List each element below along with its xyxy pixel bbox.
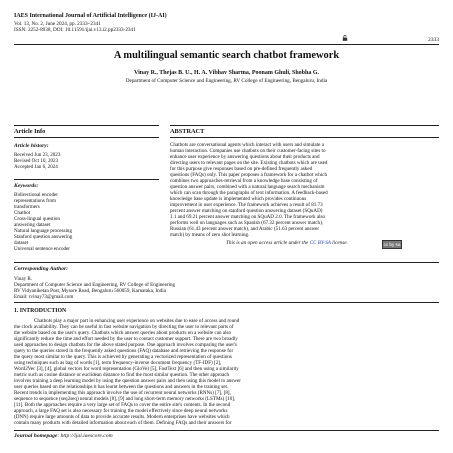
intro-line: using techniques such as bag of words [1], term frequency-inverse document frequency (TF-IDF) [2], [14, 360, 222, 366]
header-divider [14, 44, 439, 45]
introduction-heading: 1. INTRODUCTION [14, 308, 67, 314]
article-info-top-rule [14, 125, 159, 126]
abstract-line: match) by means of zero shot learning. [170, 232, 250, 238]
history-revised: Revised Oct 10, 2023 [14, 158, 59, 164]
keyword-item: Bidirectional encoder [14, 192, 58, 198]
corresponding-top-rule [14, 262, 439, 263]
keywords-list [14, 192, 72, 252]
author-address: RV Vidyaniketan Post, Mysore Road, Bengaluru 560059, Karnataka, India [14, 288, 166, 294]
journal-homepage-link[interactable]: : http://ijai.iaescore.com [57, 433, 113, 439]
footer-label: Journal homepage [14, 433, 58, 439]
license-suffix: license. [330, 240, 348, 246]
issn-doi[interactable]: ISSN: 2252-8938, DOI: 10.11591/ijai.v13.i2.pp2333-2341 [14, 27, 136, 33]
footer [14, 433, 113, 439]
intro-line: used approaches to design chatbots for the above stated purpose. One approach involves comparing the user's [14, 342, 237, 348]
keyword-item: Universal sentence encoder [14, 246, 71, 252]
author-department: Department of Computer Science and Engineering, RV College of Engineering [14, 282, 176, 288]
license-prefix: This is an open access article under the [226, 240, 310, 246]
history-accepted: Accepted Jan 6, 2024 [14, 164, 58, 170]
intro-line: the website based on the user's query. Chatbots which answer queries about products on a website can also [14, 330, 232, 336]
introduction-body [14, 318, 438, 426]
corresponding-details [14, 276, 175, 300]
license-link[interactable]: CC BY-SA [309, 240, 331, 246]
abstract-line: combines two approaches-retrieval from a knowledge base consisting of [170, 178, 318, 184]
abstract-heading: ABSTRACT [170, 128, 205, 135]
corresponding-bottom-rule [14, 302, 439, 303]
cc-by-sa-badge[interactable]: cc by sa [383, 242, 401, 247]
author-name: Vinay R. [14, 276, 33, 282]
volume-info: Vol. 13, No. 2, June 2024, pp. 2333~2341 [14, 21, 101, 27]
intro-line: [11]. Both the approaches require a very large set of FAQs to cover the entire site's contents. In the second [14, 402, 231, 408]
intro-line: involves training a deep learning model by using the question answer pairs and then using this model to answer [14, 378, 241, 384]
author-email[interactable]: Email: rvinay73@gmail.com [14, 294, 74, 300]
intro-line: the query most similar to the query. This is achieved by generating a vectorized representation of questions [14, 354, 232, 360]
paper-title: A multilingual semantic search chatbot framework [113, 50, 340, 61]
abstract-body [170, 142, 438, 238]
open-access-lock-icon [342, 35, 348, 41]
intro-line: significantly reduce the time and effort needed by the user to contact customer support. There are two broadly [14, 336, 238, 342]
affiliation: Department of Computer Science and Engineering, RV College of Engineering, Bengaluru, India [125, 78, 328, 84]
abstract-top-rule [170, 125, 439, 126]
keywords-heading: Keywords: [14, 183, 39, 189]
abstract-line: human interaction. Companies use chatbots on their customer-facing sites to [170, 148, 326, 154]
intro-line: Recent trends in implementing this approach involve the use of recurrent neural networks (RNNs) [7], [8], [14, 390, 231, 396]
abstract-line: percent answer matching on stanford question answering dataset (SQuAD) [170, 208, 323, 214]
intro-line: contain many products with detailed information about each of them. Defining FAQs and their answers for [14, 420, 232, 426]
abstract-line: directing users to relevant pages on the site. Existing chatbots which are used [170, 160, 328, 166]
license-statement [226, 240, 348, 246]
abstract-rule [170, 137, 439, 138]
keyword-item: Chatbot [14, 210, 31, 216]
history-list [14, 152, 60, 170]
intro-line: (DNN) require large amounts of data to provide accurate results. Modern enterprises have websites which [14, 414, 230, 420]
abstract-line: enhance user experience by answering questions about their products and [170, 154, 320, 160]
abstract-line: 1.1 and 69.21 percent answer matching on SQuAD 2.0. The framework also [170, 214, 326, 220]
abstract-line: knowledge base update is implemented which provides continuous [170, 196, 307, 202]
intro-line: metric such as cosine distance or euclidean distance to find the most similar question. The other approach [14, 372, 230, 378]
article-info-heading: Article Info [14, 128, 46, 135]
author-list: Vinay R., Thejas B. U., H. A. Vibhav Sharma, Poonam Ghuli, Shobha G. [133, 70, 320, 76]
footer-rule [14, 430, 439, 431]
history-heading: Article history: [14, 143, 49, 149]
abstract-line: question answer pairs, combined with a natural language search mechanism [170, 184, 325, 190]
intro-line: Word2Vec [3], [4], global vectors for word representation (GloVe) [5], FastText [6] and then using a similarity [14, 366, 239, 372]
corresponding-heading: Corresponding Author: [14, 266, 69, 272]
history-divider [14, 179, 159, 180]
abstract-line: improvement in user experience. The framework achieves a result of 81.73 [170, 202, 323, 208]
abstract-line: which can scan through the paragraphs of text information. A feedback-based [170, 190, 328, 196]
intro-line: Chatbots play a major part in enhancing user experience on websites due to ease of access and round [34, 318, 240, 324]
intro-line: user queries based on the relationships it has learnt between the questions and answers in the training set. [14, 384, 229, 390]
intro-line: approach, a large FAQ set is also necessary for training the model effectively since deep neural networks [14, 408, 228, 414]
keyword-item: transformers [14, 204, 40, 210]
page-number: 2333 [428, 37, 439, 43]
intro-line: sequence to sequence (seq2seq) neural models [8], [9] and long short-term memory networks (LSTMs) [10], [14, 396, 236, 402]
article-info-rule [14, 137, 159, 138]
history-received: Received Jun 23, 2023 [14, 152, 61, 158]
keyword-item: Stanford question answering [14, 234, 73, 240]
abstract-line: Russian (61.43 percent answer match), and Arabic (51.63 percent answer [170, 226, 320, 232]
keyword-item: dataset [14, 240, 29, 246]
keyword-item: Cross-lingual question [14, 216, 60, 222]
keyword-item: Natural language processing [14, 228, 72, 234]
abstract-line: for this purpose give responses based on pre-defined frequently asked [170, 166, 313, 172]
keyword-item: answering dataset [14, 222, 51, 228]
abstract-line: Chatbots are conversational agents which interact with users and simulate a [170, 142, 324, 148]
abstract-line: questions (FAQs) only. This paper proposes a framework for a chatbot which [170, 172, 328, 178]
journal-name: IAES International Journal of Artificial Intelligence (IJ-AI) [14, 13, 167, 19]
intro-line: query to the queries stored in the frequently asked questions (FAQ) database and retrieving the response for [14, 348, 234, 354]
abstract-line: performs well on languages such as Spanish (67.32 percent answer match), [170, 220, 324, 226]
intro-line: the clock availability. They can be useful in fast website navigation by directing the user to relevant parts of [14, 324, 234, 330]
keyword-item: representations from [14, 198, 57, 204]
